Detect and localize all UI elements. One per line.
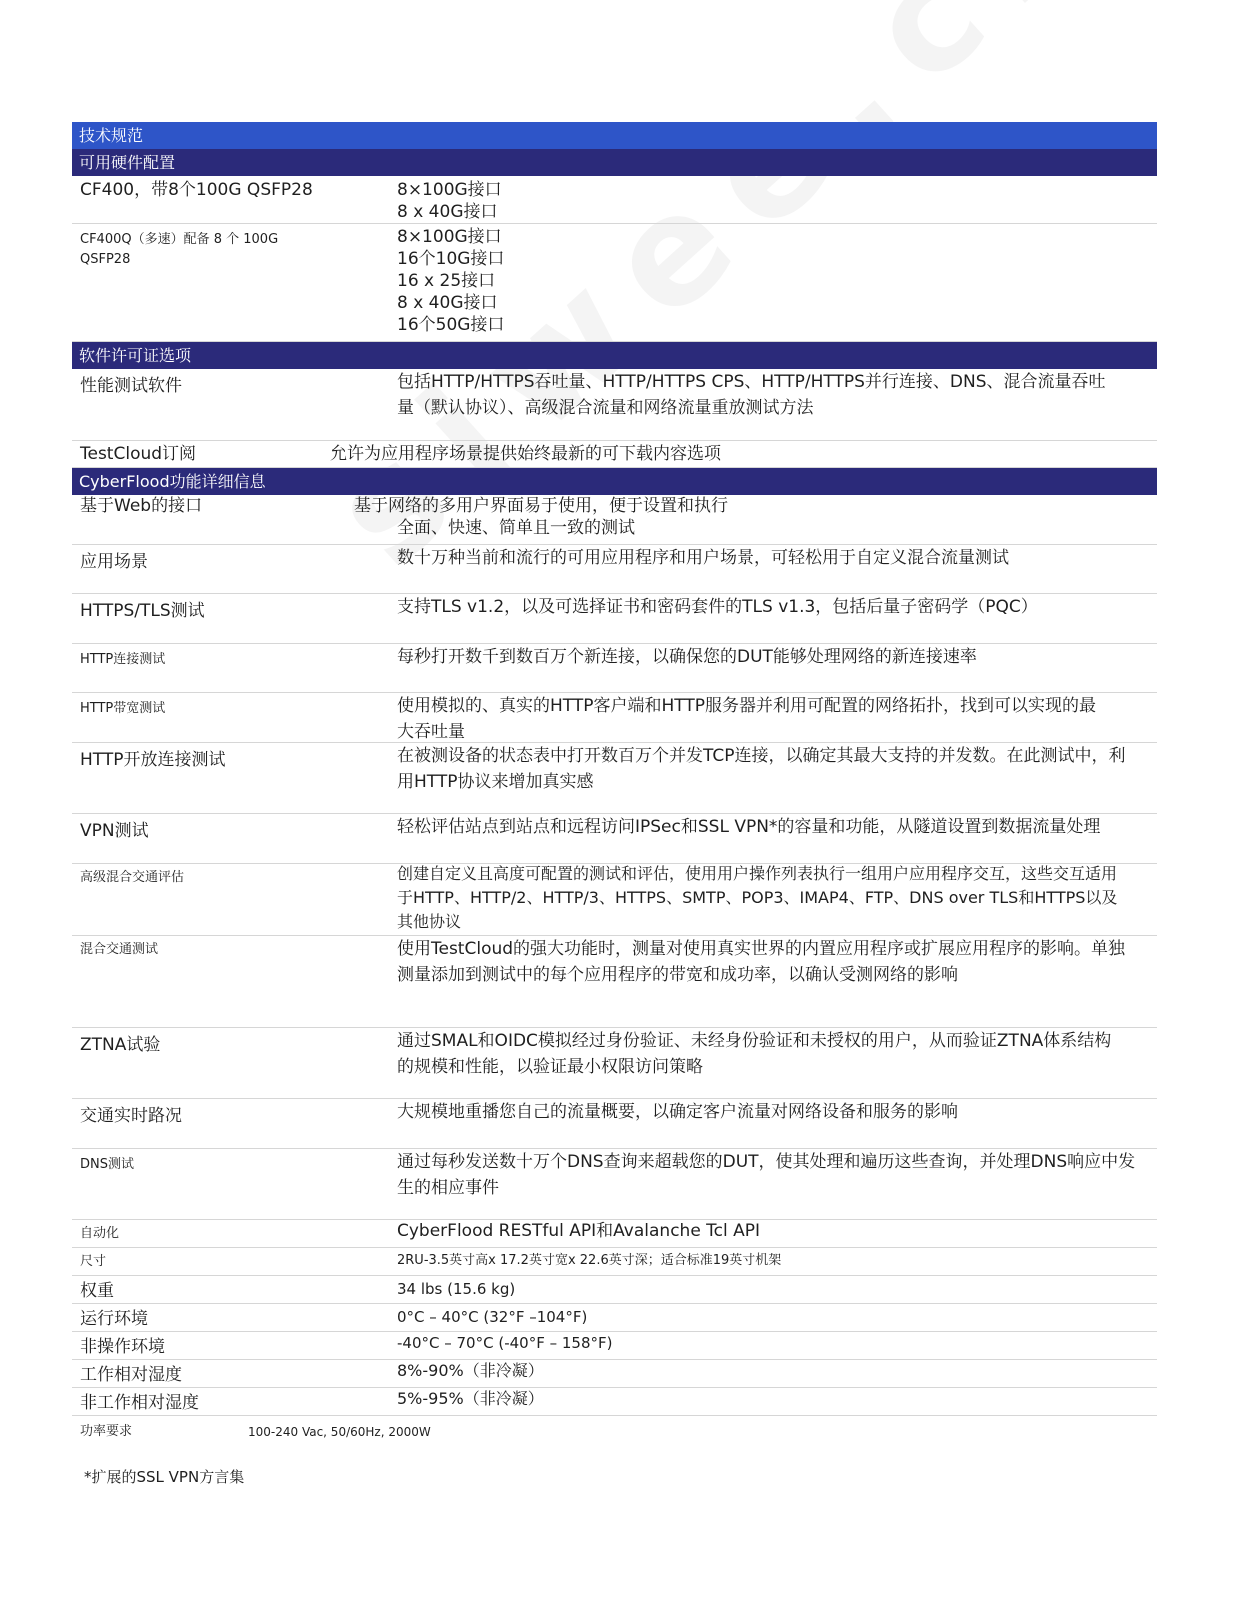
- value-text: 100-240 Vac, 50/60Hz, 2000W: [248, 1425, 431, 1439]
- value-line: 8×100G接口: [397, 180, 502, 200]
- row-value: [397, 1332, 612, 1354]
- row-value: [397, 1250, 781, 1272]
- row-label: 高级混合交通评估: [80, 870, 185, 885]
- row-label: HTTP带宽测试: [80, 701, 166, 716]
- row-label: TestCloud订阅: [80, 444, 197, 464]
- table-row: [72, 743, 1157, 814]
- row-value: [397, 644, 1137, 670]
- row-value: [397, 545, 1137, 571]
- row-label: 工作相对湿度: [80, 1365, 182, 1385]
- row-value: [330, 443, 721, 465]
- table-row: [72, 1388, 1157, 1416]
- table-row: [72, 495, 1157, 545]
- row-value: [397, 369, 1117, 421]
- row-value: [354, 495, 728, 539]
- value-text: 通过SMAL和OIDC模拟经过身份验证、未经身份验证和未授权的用户，从而验证ZTNA体系结构的规模和性能，以验证最小权限访问策略: [397, 1031, 1112, 1077]
- row-value: [397, 1360, 544, 1382]
- section-features: CyberFlood功能详细信息: [72, 468, 1157, 495]
- table-row: [72, 1220, 1157, 1248]
- table-row: [72, 369, 1157, 441]
- row-label: 尺寸: [80, 1254, 107, 1269]
- table-row: [72, 936, 1157, 1028]
- row-value: [397, 693, 1097, 745]
- section-software: 软件许可证选项: [72, 342, 1157, 369]
- row-value: [397, 743, 1137, 795]
- row-value: [397, 1220, 760, 1242]
- table-row: [72, 594, 1157, 644]
- value-line: 8×100G接口: [397, 227, 502, 247]
- row-value: [397, 226, 504, 336]
- row-value: [397, 862, 1127, 934]
- table-row: [72, 814, 1157, 864]
- table-row: [72, 1304, 1157, 1332]
- table-row: [72, 864, 1157, 936]
- page-title: 技术规范: [72, 122, 1157, 149]
- value-text: 5%-95%（非冷凝）: [397, 1389, 544, 1408]
- value-text: 创建自定义且高度可配置的测试和评估，使用用户操作列表执行一组用户应用程序交互，这些交互适用于HTTP、HTTP/2、HTTP/3、HTTPS、SMTP、POP3、IMAP4、FTP、DNS over TLS和HTTPS以及其他协议: [397, 864, 1118, 931]
- row-value: [397, 1099, 1137, 1125]
- row-value: [397, 1388, 544, 1410]
- value-line: 基于网络的多用户界面易于使用，便于设置和执行: [354, 496, 728, 516]
- value-text: 包括HTTP/HTTPS吞吐量、HTTP/HTTPS CPS、HTTP/HTTPS并行连接、DNS、混合流量吞吐量（默认协议）、高级混合流量和网络流量重放测试方法: [397, 372, 1106, 418]
- value-text: 数十万种当前和流行的可用应用程序和用户场景，可轻松用于自定义混合流量测试: [397, 548, 1009, 568]
- value-line: 全面、快速、简单且一致的测试: [397, 518, 635, 538]
- row-label: DNS测试: [80, 1157, 134, 1172]
- row-label: 非操作环境: [80, 1337, 165, 1357]
- value-text: 0°C – 40°C (32°F –104°F): [397, 1308, 588, 1326]
- value-text: 34 lbs (15.6 kg): [397, 1280, 516, 1298]
- value-line: 8 x 40G接口: [397, 202, 498, 222]
- row-value: [397, 1028, 1117, 1080]
- value-text: 大规模地重播您自己的流量概要，以确定客户流量对网络设备和服务的影响: [397, 1102, 958, 1122]
- value-text: 2RU-3.5英寸高x 17.2英寸宽x 22.6英寸深；适合标准19英寸机架: [397, 1253, 782, 1268]
- value-text: 8%-90%（非冷凝）: [397, 1361, 544, 1380]
- row-label: CF400Q（多速）配备 8 个 100G QSFP28: [80, 232, 279, 267]
- row-label: 交通实时路况: [80, 1106, 182, 1126]
- row-value: [248, 1422, 431, 1442]
- row-label: 性能测试软件: [80, 376, 182, 396]
- row-label: 应用场景: [80, 552, 148, 572]
- row-label: 运行环境: [80, 1309, 148, 1329]
- table-row: [72, 1416, 1157, 1446]
- value-text: 通过每秒发送数十万个DNS查询来超载您的DUT，使其处理和遍历这些查询，并处理DNS响应中发生的相应事件: [397, 1152, 1136, 1198]
- row-label: 非工作相对湿度: [80, 1393, 199, 1413]
- table-row: [72, 1149, 1157, 1220]
- row-label: HTTPS/TLS测试: [80, 601, 205, 621]
- value-text: 使用TestCloud的强大功能时，测量对使用真实世界的内置应用程序或扩展应用程序的影响。单独测量添加到测试中的每个应用程序的带宽和成功率，以确认受测网络的影响: [397, 939, 1126, 985]
- table-row: [72, 441, 1157, 468]
- row-label: CF400，带8个100G QSFP28: [80, 180, 313, 200]
- row-label: 自动化: [80, 1226, 120, 1241]
- table-row: [72, 1028, 1157, 1099]
- value-text: CyberFlood RESTful API和Avalanche Tcl API: [397, 1221, 761, 1241]
- table-row: [72, 644, 1157, 693]
- value-line: 8 x 40G接口: [397, 293, 498, 313]
- value-text: 在被测设备的状态表中打开数百万个并发TCP连接，以确定其最大支持的并发数。在此测试中，利用HTTP协议来增加真实感: [397, 746, 1126, 792]
- row-label: VPN测试: [80, 821, 149, 841]
- row-value: [397, 1306, 587, 1328]
- row-label: 权重: [80, 1281, 114, 1301]
- row-label: HTTP开放连接测试: [80, 750, 226, 770]
- row-label: 基于Web的接口: [80, 496, 203, 516]
- table-row: [72, 1332, 1157, 1360]
- row-value: [397, 936, 1137, 988]
- table-row: [72, 176, 1157, 224]
- table-row: [72, 224, 1157, 342]
- footnote: *扩展的SSL VPN方言集: [84, 1468, 245, 1486]
- table-row: [72, 1248, 1157, 1276]
- value-line: 16 x 25接口: [397, 271, 496, 291]
- row-value: [397, 594, 1137, 620]
- value-text: -40°C – 70°C (-40°F – 158°F): [397, 1334, 613, 1352]
- row-value: [397, 814, 1117, 840]
- value-line: 16个10G接口: [397, 249, 505, 269]
- row-value: [397, 179, 502, 223]
- section-hardware: 可用硬件配置: [72, 149, 1157, 176]
- value-text: 支持TLS v1.2，以及可选择证书和密码套件的TLS v1.3，包括后量子密码学（PQC）: [397, 597, 1038, 617]
- table-row: [72, 1099, 1157, 1149]
- row-label: 混合交通测试: [80, 942, 159, 957]
- row-label: HTTP连接测试: [80, 652, 166, 667]
- row-value: [397, 1149, 1137, 1201]
- table-row: [72, 1360, 1157, 1388]
- row-label: 功率要求: [80, 1424, 133, 1439]
- table-row: [72, 693, 1157, 743]
- value-text: 轻松评估站点到站点和远程访问IPSec和SSL VPN*的容量和功能，从隧道设置到数据流量处理: [397, 817, 1101, 837]
- row-value: [397, 1278, 515, 1300]
- table-row: [72, 1276, 1157, 1304]
- value-text: 使用模拟的、真实的HTTP客户端和HTTP服务器并利用可配置的网络拓扑，找到可以实现的最大吞吐量: [397, 696, 1097, 742]
- value-text: 每秒打开数千到数百万个新连接，以确保您的DUT能够处理网络的新连接速率: [397, 647, 977, 667]
- value-text: 允许为应用程序场景提供始终最新的可下载内容选项: [330, 444, 721, 464]
- spec-sheet: [72, 122, 1157, 1446]
- row-label: ZTNA试验: [80, 1035, 161, 1055]
- value-line: 16个50G接口: [397, 315, 505, 335]
- table-row: [72, 545, 1157, 594]
